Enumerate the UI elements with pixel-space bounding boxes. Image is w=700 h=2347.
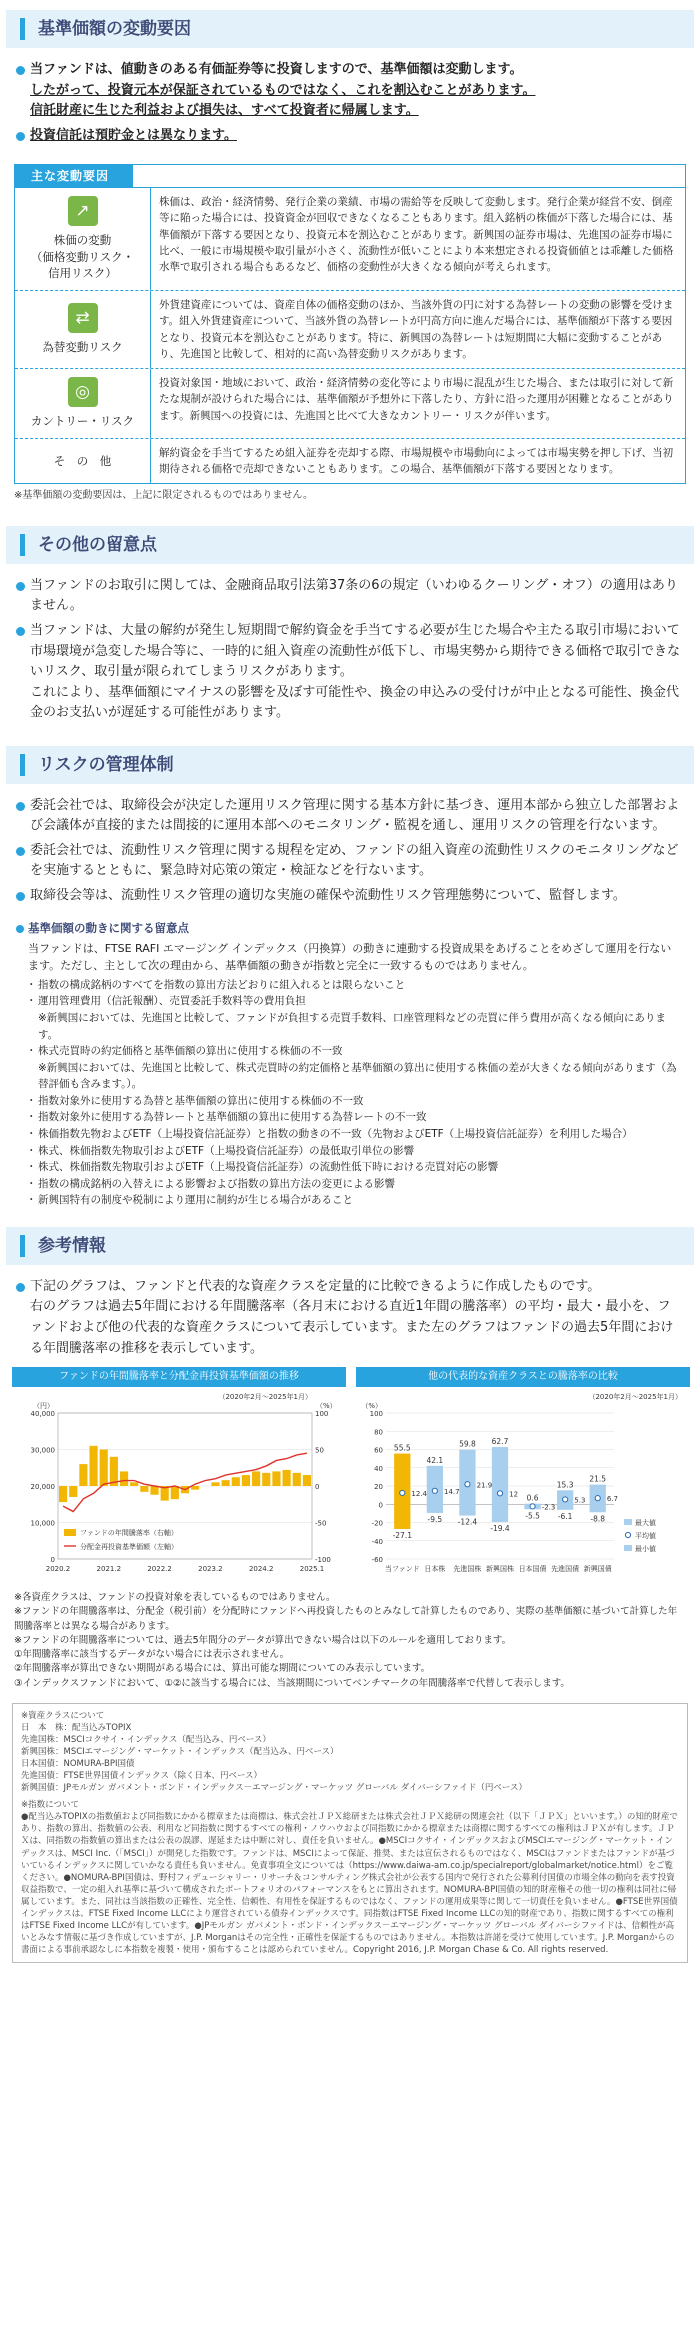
source-line: 日本国債：NOMURA-BPI国債 bbox=[21, 1759, 135, 1770]
x-tick-label: 2022.2 bbox=[147, 1565, 172, 1574]
min-label: -8.8 bbox=[590, 1514, 606, 1524]
x-tick-label: 2023.2 bbox=[198, 1565, 223, 1574]
right-tick-label: -100 bbox=[315, 1556, 331, 1565]
left-tick-label: 10,000 bbox=[30, 1519, 55, 1528]
bullet-risk-mgmt bbox=[0, 796, 682, 837]
category-label: 新興国株 bbox=[486, 1565, 514, 1574]
max-label: 42.1 bbox=[426, 1455, 444, 1465]
category-label: 先進国株 bbox=[453, 1565, 482, 1574]
legend-fund-label: ファンドの年間騰落率（右軸） bbox=[80, 1529, 178, 1538]
legend-min-swatch bbox=[624, 1545, 632, 1551]
risk-row-country bbox=[15, 368, 685, 438]
avg-label: 21.9 bbox=[476, 1481, 493, 1490]
index-note-title: 基準価額の動きに関する留意点 bbox=[0, 920, 700, 938]
index-note-item: ・ 運用管理費用（信託報酬）、売買委託手数料等の費用負担 bbox=[28, 993, 682, 1010]
fund-return-bar bbox=[59, 1486, 67, 1502]
x-tick-label: 2020.2 bbox=[45, 1565, 71, 1574]
section-title-reference: 参考情報 bbox=[6, 1227, 694, 1265]
range-bar bbox=[492, 1447, 508, 1522]
y-tick-label: -40 bbox=[371, 1537, 383, 1546]
fund-return-bar bbox=[252, 1471, 260, 1486]
right-tick-label: -50 bbox=[315, 1519, 327, 1528]
bullet-text: 当ファンドは、値動きのある有価証券等に投資しますので、基準価額は変動します。 bbox=[30, 62, 523, 77]
bullet-text: 右のグラフは過去5年間における年間騰落率（各月末における直近1年間の騰落率）の平均・最大・最小を、ファンドおよび他の代表的な資産クラスについて表示しています。また左のグラフはファンドの過去5年間における年間騰落率の推移を表示しています。 bbox=[30, 1299, 674, 1356]
legend-max-swatch bbox=[624, 1519, 632, 1525]
right-tick-label: 50 bbox=[315, 1446, 324, 1455]
right-axis-unit: （%） bbox=[316, 1402, 337, 1411]
fund-return-bar bbox=[242, 1475, 250, 1486]
avg-label: 14.7 bbox=[444, 1487, 460, 1496]
left-chart bbox=[12, 1367, 346, 1587]
risk-description: 外貨建資産については、資産自体の価格変動のほか、当該外貨の円に対する為替レートの変動の影響を受けます。組入外貨建資産について、当該外貨の為替レートが円高方向に進んだ場合には、基準価額が下落する要因となり、投資元本を割込むことがあります。特に、新興国の為替レートは短期間に大幅に変動することがあり、先進国と比較して、相対的に高い為替変動リスクがあります。 bbox=[159, 299, 674, 360]
chart-note: ※ファンドの年間騰落率については、過去5年間分のデータが算出できない場合は以下のルールを適用しております。 bbox=[14, 1634, 512, 1646]
left-tick-label: 20,000 bbox=[30, 1483, 55, 1492]
average-marker bbox=[400, 1490, 405, 1495]
section-title-other-notes: その他の留意点 bbox=[6, 526, 694, 564]
average-marker bbox=[595, 1496, 600, 1501]
source-line: 先進国株：MSCIコクサイ・インデックス（配当込み、円ベース） bbox=[21, 1734, 271, 1745]
legend-fund-swatch bbox=[64, 1529, 76, 1536]
risk-factor-table bbox=[14, 164, 686, 484]
fund-return-bar bbox=[211, 1482, 219, 1486]
left-chart-period: （2020年2月～2025年1月） bbox=[218, 1393, 312, 1402]
index-note-item: ・ 株価指数先物およびETF（上場投資信託証券）と指数の動きの不一致（先物およびETF（上場投資信託証券）を利用した場合） bbox=[28, 1126, 682, 1143]
avg-label: 12.4 bbox=[411, 1489, 428, 1498]
x-tick-label: 2024.2 bbox=[248, 1565, 274, 1574]
currency-exchange-icon: ⇄ bbox=[68, 303, 98, 333]
asset-class-comparison-chart bbox=[356, 1387, 690, 1587]
source-line: 新興国債：JPモルガン ガバメント・ボンド・インデックス－エマージング・マーケッツ グローバル ダイバーシファイド（円ベース） bbox=[21, 1783, 527, 1794]
min-label: -9.5 bbox=[427, 1514, 443, 1524]
avg-label: 5.3 bbox=[574, 1496, 586, 1505]
max-label: 59.8 bbox=[459, 1439, 476, 1449]
risk-description: 解約資金を手当てするため組入証券を売却する際、市場規模や市場動向によっては市場実勢を押し下げ、当初期待される価格で売却できないこともあります。この場合、基準価額が下落する要因となります。 bbox=[159, 446, 674, 476]
category-label: 新興国債 bbox=[583, 1565, 612, 1574]
chart-note: ※各資産クラスは、ファンドの投資対象を表しているものではありません。 bbox=[14, 1592, 336, 1604]
bullet-liquidity bbox=[0, 621, 682, 724]
risk-row-price bbox=[15, 187, 685, 290]
chart-notes bbox=[14, 1591, 686, 1691]
fund-return-bar bbox=[222, 1480, 230, 1486]
fund-return-bar bbox=[293, 1473, 301, 1486]
fund-return-bar bbox=[262, 1473, 270, 1486]
min-label: -5.5 bbox=[525, 1511, 540, 1521]
source-line: 先進国債：FTSE世界国債インデックス（除く日本、円ベース） bbox=[21, 1771, 263, 1782]
left-tick-label: 30,000 bbox=[30, 1446, 55, 1455]
max-label: 15.3 bbox=[556, 1480, 574, 1490]
globe-icon: ◎ bbox=[68, 377, 98, 407]
y-tick-label: 0 bbox=[378, 1501, 383, 1510]
bullet-text: これにより、基準価額にマイナスの影響を及ぼす可能性や、換金の申込みの受付けが中止となる可能性、換金代金のお支払いが遅延する可能性があります。 bbox=[30, 684, 679, 721]
source-lines bbox=[21, 1722, 679, 1794]
index-note-item: ・ 株式、株価指数先物取引およびETF（上場投資信託証券）の流動性低下時における売買対応の影響 bbox=[28, 1159, 682, 1176]
average-marker bbox=[563, 1497, 568, 1502]
fund-return-bar bbox=[171, 1486, 179, 1499]
source-box bbox=[12, 1703, 688, 1963]
bullet-text: 当ファンドは、大量の解約が発生し短期間で解約資金を手当てする必要が生じた場合や主たる取引市場において市場環境が急変した場合等に、一時的に組入資産の流動性が低下し、市場実勢から期待できる価格で取引できないリスク、取引量が限られてしまうリスクがあります。 bbox=[30, 622, 681, 680]
category-label: 日本国債 bbox=[518, 1565, 547, 1574]
fund-return-bar bbox=[140, 1486, 148, 1492]
bullet-text: 委託会社では、流動性リスク管理に関する規程を定め、ファンドの組入資産の流動性リスクのモニタリングなどを実施するとともに、緊急時対応策の策定・検証などを行ないます。 bbox=[30, 842, 679, 879]
fund-return-bar bbox=[272, 1471, 280, 1486]
index-note-item: ・ 指数対象外に使用する為替レートと基準価額の算出に使用する為替レートの不一致 bbox=[28, 1109, 682, 1126]
fund-return-bar bbox=[89, 1446, 97, 1486]
risk-table-title: 主な変動要因 bbox=[15, 165, 133, 187]
y-tick-label: 80 bbox=[374, 1428, 383, 1437]
source-head: ※資産クラスについて bbox=[21, 1710, 105, 1721]
risk-label bbox=[15, 439, 151, 484]
bullet-text: 取締役会等は、流動性リスク管理の適切な実施の確保や流動性リスク管理態勢について、監督します。 bbox=[30, 887, 626, 903]
risk-label bbox=[15, 369, 151, 438]
risk-description: 株価は、政治・経済情勢、発行企業の業績、市場の需給等を反映して変動します。発行企業が経営不安、倒産等に陥った場合には、投資資金が回収できなくなることもあります。組入銘柄の株価が下落した場合には、基準価額が下落する要因となり、投資元本を割込むことがあります。新興国の証券市場は、先進国の証券市場に比べ、一般に市場規模や取引量が小さく、流動性が低いことにより本来想定される投資価値とは乖離した価格水準で取引される場合もあるなど、価格の変動性が大きくなる傾向が考えられます。 bbox=[159, 196, 674, 274]
fund-return-chart bbox=[12, 1387, 346, 1587]
bullet-nav-fluctuates bbox=[0, 60, 682, 122]
source-body: ●配当込みTOPIXの指数値および同指数にかかる標章または商標は、株式会社ＪＰＸ総研または株式会社ＪＰＸ総研の関連会社（以下「ＪＰＸ」といいます。）の知的財産であり、指数の算出、指数値の公表、利用など同指数に関するすべての権利・ノウハウおよび同指数にかかる標章または商標に関するすべての権利はＪＰＸが有します。ＪＰＸは、同指数の指数値の算出または公表の誤謬、遅延または中断に対し、責任を負いません。●MSCIコクサイ・インデックスおよびMSCIエマージング・マーケット・インデックスは、MSCI Inc.（「MSCI」）が開発した指数です。ファンドは、MSCIによって保証、推奨、または宣伝されるものではなく、MSCIはファンドまたはファンドが基づいているインデックスに関していかなる責任も負いません。免責事項全文については（https://www.daiwa-am.co.jp/specialreport/globalmarket/notice.html）をご覧ください。●NOMURA-BPI国債は、野村フィデューシャリー・リサーチ＆コンサルティング株式会社が公表する国内で発行された公募利付国債の市場全体の動向を表す投資収益指数で、一定の組入れ基準に基づいて構成されたポートフォリオのパフォーマンスをもとに算出されます。NOMURA-BPI国債の知的財産権その他一切の権利は同社に帰属しています。また、同社は当該指数の正確性、完全性、信頼性、有用性を保証するものではなく、ファンドの運用成果等に関して一切責任を負いません。●FTSE世界国債インデックスは、FTSE Fixed Income LLCにより運営されている債券インデックスです。同指数はFTSE Fixed Income LLCの知的財産であり、指数に関するすべての権利はFTSE Fixed Income LLCが有しています。●JPモルガン ガバメント・ボンド・インデックス－エマージング・マーケッツ グローバル ダイバーシファイドは、信頼性が高いとみなす情報に基づき作成していますが、J.P. Morganはその完全性・正確性を保証するものではありません。本指数は許諾を受けて使用しています。J.P. Morganからの書面による事前承認なしに本指数を複製・使用・頒布することは認められていません。Copyright 2016, J.P. Morgan Chase & Co. All rights reserved. bbox=[21, 1812, 678, 1955]
y-tick-label: 100 bbox=[369, 1410, 383, 1419]
bullet-text-emph: 信託財産に生じた利益および損失は、すべて投資者に帰属します。 bbox=[30, 103, 419, 119]
max-label: 55.5 bbox=[393, 1443, 411, 1453]
min-label: -27.1 bbox=[392, 1531, 412, 1541]
category-label: 当ファンド bbox=[384, 1565, 420, 1574]
fund-return-bar bbox=[120, 1471, 128, 1486]
bullet-risk-mgmt bbox=[0, 841, 682, 882]
min-label: -6.1 bbox=[557, 1511, 573, 1521]
chart-note: ①年間騰落率に該当するデータがない場合には表示されません。 bbox=[14, 1649, 290, 1661]
charts-row bbox=[12, 1367, 690, 1587]
risk-row-other bbox=[15, 438, 685, 484]
index-note bbox=[0, 920, 700, 1209]
fund-return-bar bbox=[150, 1486, 158, 1495]
source-head: ※指数について bbox=[21, 1800, 79, 1811]
bullet-risk-mgmt bbox=[0, 886, 682, 907]
fund-return-bar bbox=[130, 1482, 138, 1486]
average-marker bbox=[465, 1482, 470, 1487]
source-line: 日 本 株：配当込みTOPIX bbox=[21, 1722, 132, 1733]
average-marker bbox=[497, 1491, 502, 1496]
y-axis-unit: （%） bbox=[361, 1402, 382, 1411]
average-marker bbox=[432, 1488, 437, 1493]
max-label: 0.6 bbox=[526, 1493, 539, 1503]
risk-label-line: （価格変動リスク・ bbox=[30, 249, 135, 264]
index-note-intro: 当ファンドは、FTSE RAFI エマージング インデックス（円換算）の動きに連動する投資成果をあげることをめざして運用を行ないます。ただし、主として次の理由から、基準価額の動きが指数と完全に一致するものではありません。 bbox=[28, 942, 672, 973]
x-tick-label: 2025.1 bbox=[299, 1565, 325, 1574]
legend-avg-swatch bbox=[625, 1532, 630, 1537]
max-label: 62.7 bbox=[491, 1437, 509, 1447]
bullet-reference bbox=[0, 1277, 682, 1359]
y-tick-label: 20 bbox=[374, 1483, 383, 1492]
fund-return-bar bbox=[79, 1464, 87, 1486]
bullet-cooling-off bbox=[0, 576, 682, 617]
chart-note: ※ファンドの年間騰落率は、分配金（税引前）を分配時にファンドへ再投資したものとみなして計算したものであり、実際の基準価額に基づいて計算した年間騰落率とは異なる場合があります。 bbox=[14, 1606, 678, 1632]
risk-label bbox=[15, 188, 151, 290]
index-note-item: ・ 株式売買時の約定価格と基準価額の算出に使用する株価の不一致 bbox=[28, 1043, 682, 1060]
left-tick-label: 40,000 bbox=[30, 1410, 55, 1419]
index-note-body bbox=[28, 940, 682, 1209]
y-tick-label: 60 bbox=[374, 1446, 383, 1455]
y-tick-label: -20 bbox=[371, 1519, 383, 1528]
chart-note: ②年間騰落率が算出できない期間がある場合には、算出可能な期間についてのみ表示しています。 bbox=[14, 1663, 431, 1675]
x-tick-label: 2021.2 bbox=[96, 1565, 122, 1574]
index-note-subnote: ※新興国においては、先進国と比較して、株式売買時の約定価格と基準価額の算出に使用する株価の差が大きくなる傾向があります（為替評価も含みます。）。 bbox=[38, 1061, 677, 1091]
avg-label: 12 bbox=[509, 1490, 519, 1499]
left-tick-label: 0 bbox=[50, 1556, 55, 1565]
index-note-item: ・ 指数の構成銘柄のすべてを指数の算出方法どおりに組入れるとは限らないこと bbox=[28, 977, 682, 994]
category-label: 日本株 bbox=[424, 1565, 446, 1574]
section-title-nav-factors: 基準価額の変動要因 bbox=[6, 10, 694, 48]
right-chart-period: （2020年2月～2025年1月） bbox=[588, 1393, 682, 1402]
right-tick-label: 0 bbox=[315, 1483, 320, 1492]
y-tick-label: -60 bbox=[371, 1556, 383, 1565]
risk-label-line: 信用リスク） bbox=[48, 266, 117, 281]
right-chart-title: 他の代表的な資産クラスとの騰落率の比較 bbox=[356, 1367, 690, 1387]
left-chart-title: ファンドの年間騰落率と分配金再投資基準価額の推移 bbox=[12, 1367, 346, 1387]
bullet-text-emph: したがって、投資元本が保証されているものではなく、これを割込むことがあります。 bbox=[30, 82, 536, 98]
y-tick-label: 40 bbox=[374, 1464, 383, 1473]
risk-description: 投資対象国・地域において、政治・経済情勢の変化等により市場に混乱が生じた場合、または取引に対して新たな規制が設けられた場合には、基準価額が予想外に下落したり、方針に沿った運用が困難となることがあります。新興国への投資には、先進国と比べて大きなカントリー・リスクが伴います。 bbox=[159, 377, 674, 422]
risk-label-line: 為替変動リスク bbox=[42, 340, 123, 355]
legend-max-label: 最大値 bbox=[635, 1519, 656, 1528]
risk-label bbox=[15, 291, 151, 368]
risk-label-line: 株価の変動 bbox=[53, 233, 112, 248]
max-label: 21.5 bbox=[589, 1474, 607, 1484]
stock-chart-icon: ↗ bbox=[68, 196, 98, 226]
right-tick-label: 100 bbox=[315, 1410, 329, 1419]
index-note-item: ・ 新興国特有の制度や税制により運用に制約が生じる場合があること bbox=[28, 1192, 682, 1209]
bullet-text: 当ファンドのお取引に関しては、金融商品取引法第37条の6の規定（いわゆるクーリング・オフ）の適用はありません。 bbox=[30, 577, 678, 614]
index-note-list bbox=[28, 977, 682, 1209]
source-line: 新興国株：MSCIエマージング・マーケット・インデックス（配当込み、円ベース） bbox=[21, 1747, 339, 1757]
risk-label-line: カントリー・リスク bbox=[30, 414, 135, 429]
min-label: -19.4 bbox=[490, 1524, 510, 1534]
fund-return-bar bbox=[69, 1486, 77, 1497]
left-axis-unit: （円） bbox=[33, 1402, 54, 1411]
bullet-not-deposit bbox=[0, 126, 682, 147]
risk-table-note: ※基準価額の変動要因は、上記に限定されるものではありません。 bbox=[14, 490, 313, 502]
chart-note: ③インデックスファンドにおいて、①②に該当する場合には、当該期間についてベンチマークの年間騰落率で代替して表示します。 bbox=[14, 1677, 570, 1689]
risk-row-fx bbox=[15, 290, 685, 368]
legend-min-label: 最小値 bbox=[635, 1545, 656, 1554]
index-note-item: ・ 株式、株価指数先物取引およびETF（上場投資信託証券）の最低取引単位の影響 bbox=[28, 1143, 682, 1160]
bullet-text: 委託会社では、取締役会が決定した運用リスク管理に関する基本方針に基づき、運用本部から独立した部署および会議体が直接的または間接的に運用本部へのモニタリング・監視を通し、運用リスクの管理を行ないます。 bbox=[30, 797, 680, 834]
category-label: 先進国債 bbox=[551, 1565, 580, 1574]
fund-return-bar bbox=[303, 1475, 311, 1486]
avg-label: -2.3 bbox=[541, 1503, 556, 1512]
min-label: -12.4 bbox=[457, 1517, 478, 1527]
legend-avg-label: 平均値 bbox=[635, 1532, 656, 1541]
index-note-subnote: ※新興国においては、先進国と比較して、ファンドが負担する売買手数料、口座管理料などの売買に伴う費用が高くなる傾向にあります。 bbox=[38, 1012, 666, 1041]
index-note-item: ・ 指数対象外に使用する為替と基準価額の算出に使用する株価の不一致 bbox=[28, 1093, 682, 1110]
fund-return-bar bbox=[283, 1470, 291, 1486]
bullet-text: 下記のグラフは、ファンドと代表的な資産クラスを定量的に比較できるように作成したものです。 bbox=[30, 1278, 601, 1294]
index-note-item: ・ 指数の構成銘柄の入替えによる影響および指数の算出方法の変更による影響 bbox=[28, 1176, 682, 1193]
fund-return-bar bbox=[232, 1477, 240, 1486]
bullet-text-emph: 投資信託は預貯金とは異なります。 bbox=[30, 127, 237, 143]
avg-label: 6.7 bbox=[606, 1495, 618, 1504]
right-chart bbox=[356, 1367, 690, 1587]
risk-label-line: そ の 他 bbox=[53, 453, 112, 468]
fund-return-bar bbox=[100, 1450, 108, 1487]
section-title-risk-management: リスクの管理体制 bbox=[6, 746, 694, 784]
average-marker bbox=[530, 1504, 535, 1509]
legend-nav-label: 分配金再投資基準価額（左軸） bbox=[80, 1543, 178, 1552]
fund-return-bar bbox=[191, 1486, 199, 1490]
